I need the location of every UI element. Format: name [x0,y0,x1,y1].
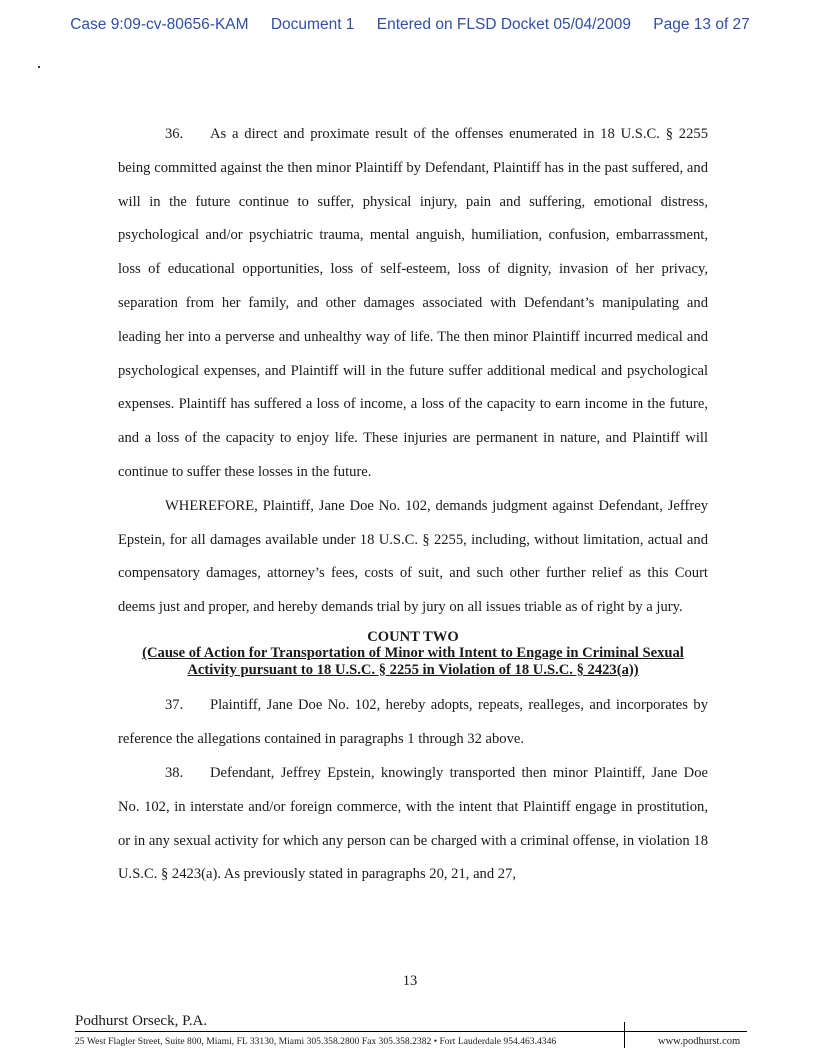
document-body [118,118,708,892]
paragraph-text: Plaintiff, Jane Doe No. 102, hereby adopts, repeats, realleges, and incorporates by reference the allegations contained in paragraphs 1 through 32 above. [118,697,708,748]
footer-address: 25 West Flagler Street, Suite 800, Miami, FL 33130, Miami 305.358.2800 Fax 305.358.2382 • Fort Lauderdale 954.463.4346 [75,1036,557,1047]
count-title: COUNT TWO [367,628,459,645]
paragraph-text: As a direct and proximate result of the offenses enumerated in 18 U.S.C. § 2255 being committed against the then minor Plaintiff by Defendant, Plaintiff has in the past suffered, and will in the future continue to suffer, physical injury, pain and suffering, emotional distress, psychological and/or psychiatric trauma, mental anguish, humiliation, confusion, embarrassment, loss of educational opportunities, loss of self-esteem, loss of dignity, invasion of her privacy, separation from her family, and other damages associated with Defendant’s manipulating and leading her into a perverse and unhealthy way of life. The then minor Plaintiff incurred medical and psychological expenses, and Plaintiff will in the future suffer additional medical and psychological expenses. Plaintiff has suffered a loss of income, a loss of the capacity to earn income in the future, and a loss of the capacity to enjoy life. These injuries are permanent in nature, and Plaintiff will continue to suffer these losses in the future. [118,126,708,480]
footer-divider [624,1022,625,1048]
paragraph-36 [118,118,708,490]
count-heading [118,629,708,679]
paragraph-number: 37. [165,697,184,714]
page-number: 13 [402,973,418,989]
case-number: Case 9:09-cv-80656-KAM [70,16,249,33]
document-number: Document 1 [270,16,355,33]
paragraph-38 [118,757,708,892]
wherefore-clause: WHEREFORE, Plaintiff, Jane Doe No. 102, demands judgment against Defendant, Jeffrey Epstein, for all damages available under 18 U.S.C. § 2255, including, without limitation, actual and compensatory damages, attorney’s fees, costs of suit, and such other further relief as this Court deems just and proper, and hereby demands trial by jury on all issues triable as of right by a jury. [118,497,708,616]
count-subtitle-line-1: (Cause of Action for Transportation of Minor with Intent to Engage in Criminal Sexual [142,645,684,662]
page-indicator: Page 13 of 27 [653,16,750,33]
scan-mark [38,66,40,68]
footer-website: www.podhurst.com [658,1036,741,1047]
paragraph-37 [118,689,708,757]
docket-header [0,16,820,34]
paragraph-number: 36. [165,126,184,142]
footer-rule [75,1031,747,1032]
paragraph-text: Defendant, Jeffrey Epstein, knowingly transported then minor Plaintiff, Jane Doe No. 102, in interstate and/or foreign commerce, with the intent that Plaintiff engage in prostitution, or in any sexual activity for which any person can be charged with a criminal offense, in violation 18 U.S.C. § 2423(a). As previously stated in paragraphs 20, 21, and 27, [118,765,708,883]
paragraph-number: 38. [165,765,184,782]
docket-entry: Entered on FLSD Docket 05/04/2009 [376,16,631,33]
count-subtitle-line-2: Activity pursuant to 18 U.S.C. § 2255 in Violation of 18 U.S.C. § 2423(a)) [187,661,639,678]
footer-firm-name: Podhurst Orseck, P.A. [75,1013,208,1029]
